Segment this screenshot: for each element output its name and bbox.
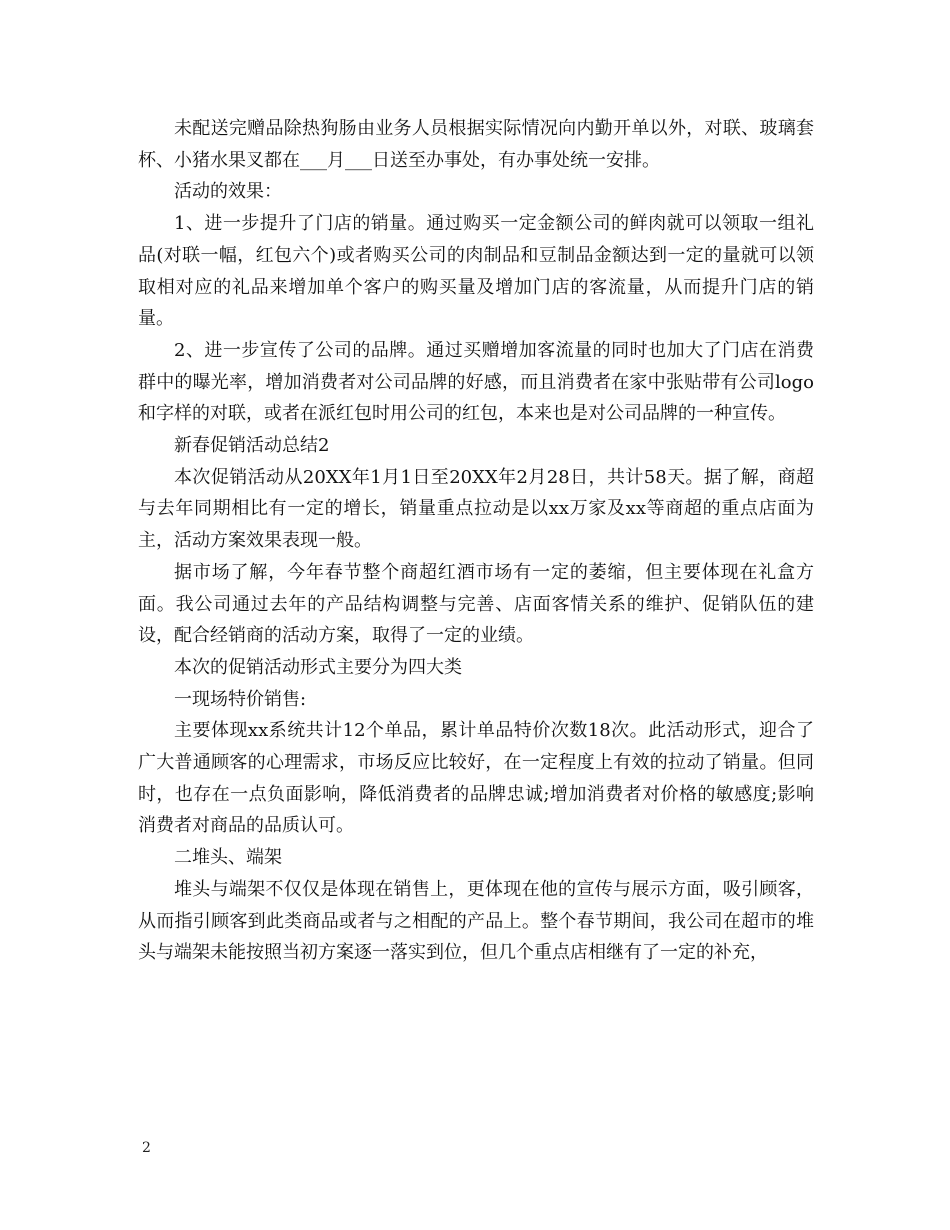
subheading-special-price-sales: 一现场特价销售:	[174, 688, 307, 710]
section-heading-summary-2: 新春促销活动总结2	[174, 435, 330, 457]
paragraph-effect-1-sales: 1、进一步提升了门店的销量。通过购买一定金额公司的鲜肉就可以领取一组礼品(对联一幅，红包六个)或者购买公司的肉制品和豆制品金额达到一定的量就可以领取相对应的礼品来增加单个客户的购买量及增加门店的客流量，从而提升门店的销量。	[138, 213, 814, 330]
document-body	[138, 113, 814, 969]
paragraph-undelivered-gifts: 未配送完赠品除热狗肠由业务人员根据实际情况向内勤开单以外，对联、玻璃套杯、小猪水果叉都在___月___日送至办事处，有办事处统一安排。	[138, 118, 814, 171]
paragraph-effect-2-brand: 2、进一步宣传了公司的品牌。通过买赠增加客流量的同时也加大了门店在消费群中的曝光率，增加消费者对公司品牌的好感，而且消费者在家中张贴带有公司logo和字样的对联，或者在派红包时用公司的红包，本来也是对公司品牌的一种宣传。	[138, 339, 814, 425]
paragraph-promotion-types-heading: 本次的促销活动形式主要分为四大类	[174, 656, 462, 678]
paragraph-activity-effects-heading: 活动的效果：	[174, 181, 282, 203]
subheading-endcap-displays: 二堆头、端架	[174, 847, 282, 869]
page-number: 2	[142, 1140, 151, 1156]
paragraph-special-price-details: 主要体现xx系统共计12个单品，累计单品特价次数18次。此活动形式，迎合了广大普通顾客的心理需求，市场反应比较好，在一定程度上有效的拉动了销量。但同时，也存在一点负面影响，降低消费者的品牌忠诚;增加消费者对价格的敏感度;影响消费者对商品的品质认可。	[138, 720, 815, 837]
paragraph-promotion-period: 本次促销活动从20XX年1月1日至20XX年2月28日，共计58天。据了解，商超与去年同期相比有一定的增长，销量重点拉动是以xx万家及xx等商超的重点店面为主，活动方案效果表现一般。	[138, 466, 814, 552]
paragraph-market-analysis: 据市场了解，今年春节整个商超红酒市场有一定的萎缩，但主要体现在礼盒方面。我公司通过去年的产品结构调整与完善、店面客情关系的维护、促销队伍的建设，配合经销商的活动方案，取得了一定的业绩。	[138, 561, 814, 647]
paragraph-endcap-details: 堆头与端架不仅仅是体现在销售上，更体现在他的宣传与展示方面，吸引顾客，从而指引顾客到此类商品或者与之相配的产品上。整个春节期间，我公司在超市的堆头与端架未能按照当初方案逐一落实到位，但几个重点店相继有了一定的补充，	[138, 878, 814, 964]
